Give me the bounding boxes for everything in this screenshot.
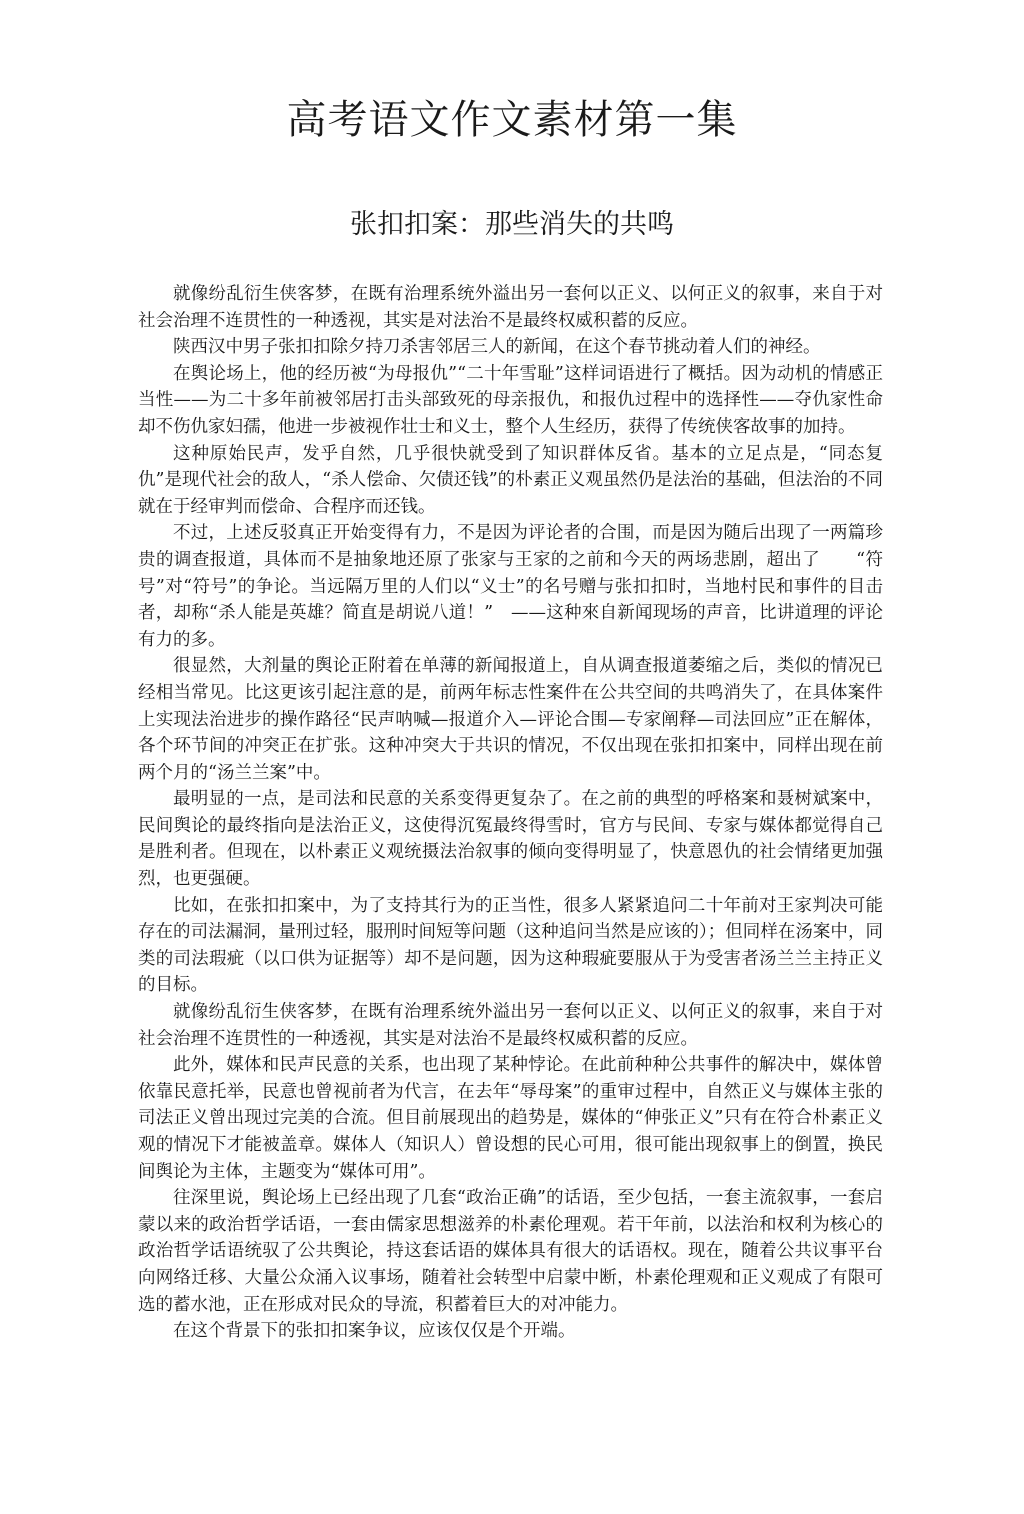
paragraph: 此外，媒体和民声民意的关系，也出现了某种悖论。在此前种种公共事件的解决中，媒体曾依靠民意托举，民意也曾视前者为代言，在去年“辱母案”的重审过程中，自然正义与媒体主张的司法正义曾出现过完美的合流。但目前展现出的趋势是，媒体的“伸张正义”只有在符合朴素正义观的情况下才能被盖章。媒体人（知识人）曾设想的民心可用，很可能出现叙事上的倒置，换民间舆论为主体，主题变为“媒体可用”。 — [138, 1055, 883, 1182]
paragraph: 就像纷乱衍生侠客梦，在既有治理系统外溢出另一套何以正义、以何正义的叙事，来自于对社会治理不连贯性的一种透视，其实是对法治不是最终权威积蓄的反应。 — [138, 1002, 883, 1049]
paragraph: 比如，在张扣扣案中，为了支持其行为的正当性，很多人紧紧追问二十年前对王家判决可能存在的司法漏洞，量刑过轻，服刑时间短等问题（这种追问当然是应该的）；但同样在汤案中，同类的司法瑕疵（以口供为证据等）却不是问题，因为这种瑕疵要服从于为受害者汤兰兰主持正义的目标。 — [138, 895, 883, 996]
paragraph: 在舆论场上，他的经历被“为母报仇”“二十年雪耻”这样词语进行了概括。因为动机的情感正当性——为二十多年前被邻居打击头部致死的母亲报仇，和报仇过程中的选择性——夺仇家性命却不伤仇家妇孺，他进一步被视作壮士和义士，整个人生经历，获得了传统侠客故事的加持。 — [138, 363, 883, 437]
paragraph: 很显然，大剂量的舆论正附着在单薄的新闻报道上，自从调查报道萎缩之后，类似的情况已经相当常见。比这更该引起注意的是，前两年标志性案件在公共空间的共鸣消失了，在具体案件上实现法治进步的操作路径“民声呐喊—报道介入—评论合围—专家阐释—司法回应”正在解体，各个环节间的冲突正在扩张。这种冲突大于共识的情况，不仅出现在张扣扣案中，同样出现在前两个月的“汤兰兰案”中。 — [138, 656, 883, 783]
article-title: 张扣扣案：那些消失的共鸣 — [350, 209, 674, 240]
paragraph: 这种原始民声，发乎自然，几乎很快就受到了知识群体反省。基本的立足点是，“同态复仇”是现代社会的敌人，“杀人偿命、欠债还钱”的朴素正义观虽然仍是法治的基础，但法治的不同就在于经审判而偿命、合程序而还钱。 — [138, 443, 883, 517]
document-title: 高考语文作文素材第一集 — [286, 97, 738, 143]
paragraph: 在这个背景下的张扣扣案争议，应该仅仅是个开端。 — [173, 1321, 576, 1342]
paragraph: 往深里说，舆论场上已经出现了几套“政治正确”的话语，至少包括，一套主流叙事，一套启蒙以来的政治哲学话语，一套由儒家思想滋养的朴素伦理观。若干年前，以法治和权利为核心的政治哲学话语统驭了公共舆论，持这套话语的媒体具有很大的话语权。现在，随着公共议事平台向网络迁移、大量公众涌入议事场，随着社会转型中启蒙中断，朴素伦理观和正义观成了有限可选的蓄水池，正在形成对民众的导流，积蓄着巨大的对冲能力。 — [138, 1188, 883, 1315]
paragraph: 不过，上述反驳真正开始变得有力，不是因为评论者的合围，而是因为随后出现了一两篇珍贵的调查报道，具体而不是抽象地还原了张家与王家的之前和今天的两场悲剧，超出了 “符号”对“符号”的争论。当远隔万里的人们以“义士”的名号赠与张扣扣时，当地村民和事件的目击者，却称“杀人能是英雄？简直是胡说八道！” ——这种來自新闻现场的声音，比讲道理的评论有力的多。 — [138, 523, 883, 650]
article-body — [138, 281, 883, 1345]
paragraph: 陕西汉中男子张扣扣除夕持刀杀害邻居三人的新闻，在这个春节挑动着人们的神经。 — [173, 337, 821, 358]
paragraph: 最明显的一点，是司法和民意的关系变得更复杂了。在之前的典型的呼格案和聂树斌案中，民间舆论的最终指向是法治正义，这使得沉冤最终得雪时，官方与民间、专家与媒体都觉得自己是胜利者。但现在，以朴素正义观统摄法治叙事的倾向变得明显了，快意恩仇的社会情绪更加强烈，也更强硬。 — [138, 789, 883, 890]
paragraph: 就像纷乱衍生侠客梦，在既有治理系统外溢出另一套何以正义、以何正义的叙事，来自于对社会治理不连贯性的一种透视，其实是对法治不是最终权威积蓄的反应。 — [138, 284, 883, 331]
